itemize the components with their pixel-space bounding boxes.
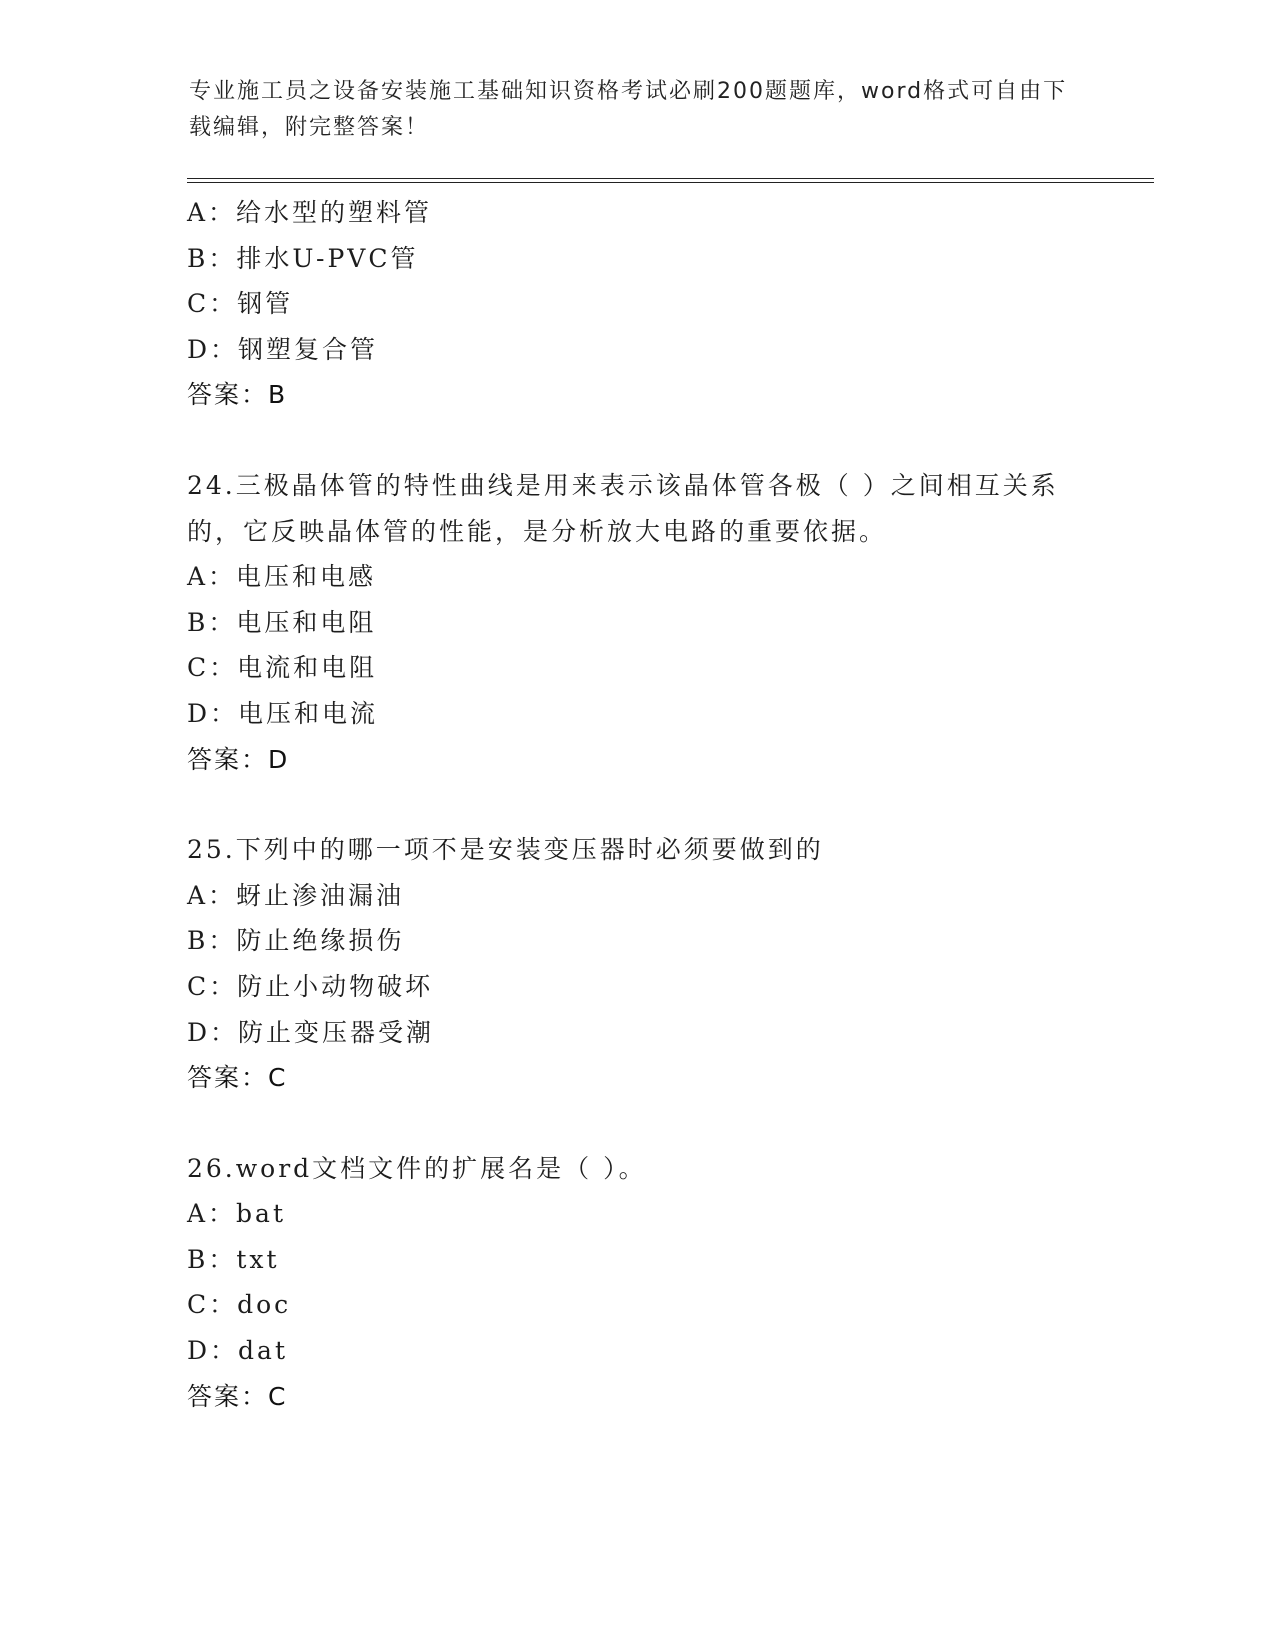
option-b: B：电压和电阻 bbox=[187, 607, 377, 637]
answer-line: 答案：D bbox=[187, 744, 290, 774]
question-list bbox=[187, 190, 1087, 1419]
spacer bbox=[187, 782, 1087, 827]
option-a: A：蚜止渗油漏油 bbox=[187, 880, 405, 910]
spacer bbox=[187, 1101, 1087, 1146]
option-c: C：电流和电阻 bbox=[187, 653, 378, 683]
option-c: C：防止小动物破坏 bbox=[187, 971, 434, 1001]
question-26 bbox=[187, 1146, 1087, 1420]
option-c: C：doc bbox=[187, 1290, 292, 1320]
answer-line: 答案：B bbox=[187, 380, 288, 410]
question-text: 26.word文档文件的扩展名是（ ）。 bbox=[187, 1153, 647, 1183]
option-d: D：dat bbox=[187, 1336, 288, 1366]
option-a: A：电压和电感 bbox=[187, 562, 377, 592]
question-23 bbox=[187, 190, 1087, 418]
question-text: 25.下列中的哪一项不是安装变压器时必须要做到的 bbox=[187, 835, 824, 865]
question-25 bbox=[187, 827, 1087, 1101]
option-b: B：防止绝缘损伤 bbox=[187, 926, 405, 956]
question-24 bbox=[187, 463, 1087, 782]
option-a: A：给水型的塑料管 bbox=[187, 198, 433, 227]
spacer bbox=[187, 418, 1087, 463]
answer-line: 答案：C bbox=[187, 1063, 288, 1093]
option-a: A：bat bbox=[187, 1199, 287, 1229]
option-b: B：txt bbox=[187, 1244, 280, 1274]
question-text: 24.三极晶体管的特性曲线是用来表示该晶体管各极（ ）之间相互关系的，它反映晶体管的性能，是分析放大电路的重要依据。 bbox=[187, 470, 1059, 546]
header-divider-top bbox=[187, 178, 1154, 179]
answer-line: 答案：C bbox=[187, 1381, 288, 1411]
option-b: B：排水U-PVC管 bbox=[187, 243, 419, 273]
option-d: D：电压和电流 bbox=[187, 698, 379, 728]
document-title: 专业施工员之设备安装施工基础知识资格考试必刷200题题库，word格式可自由下载编辑，附完整答案！ bbox=[189, 79, 1068, 140]
option-d: D：防止变压器受潮 bbox=[187, 1017, 435, 1047]
option-d: D：钢塑复合管 bbox=[187, 334, 379, 364]
option-c: C：钢管 bbox=[187, 289, 294, 319]
header-divider-bottom bbox=[187, 182, 1154, 183]
